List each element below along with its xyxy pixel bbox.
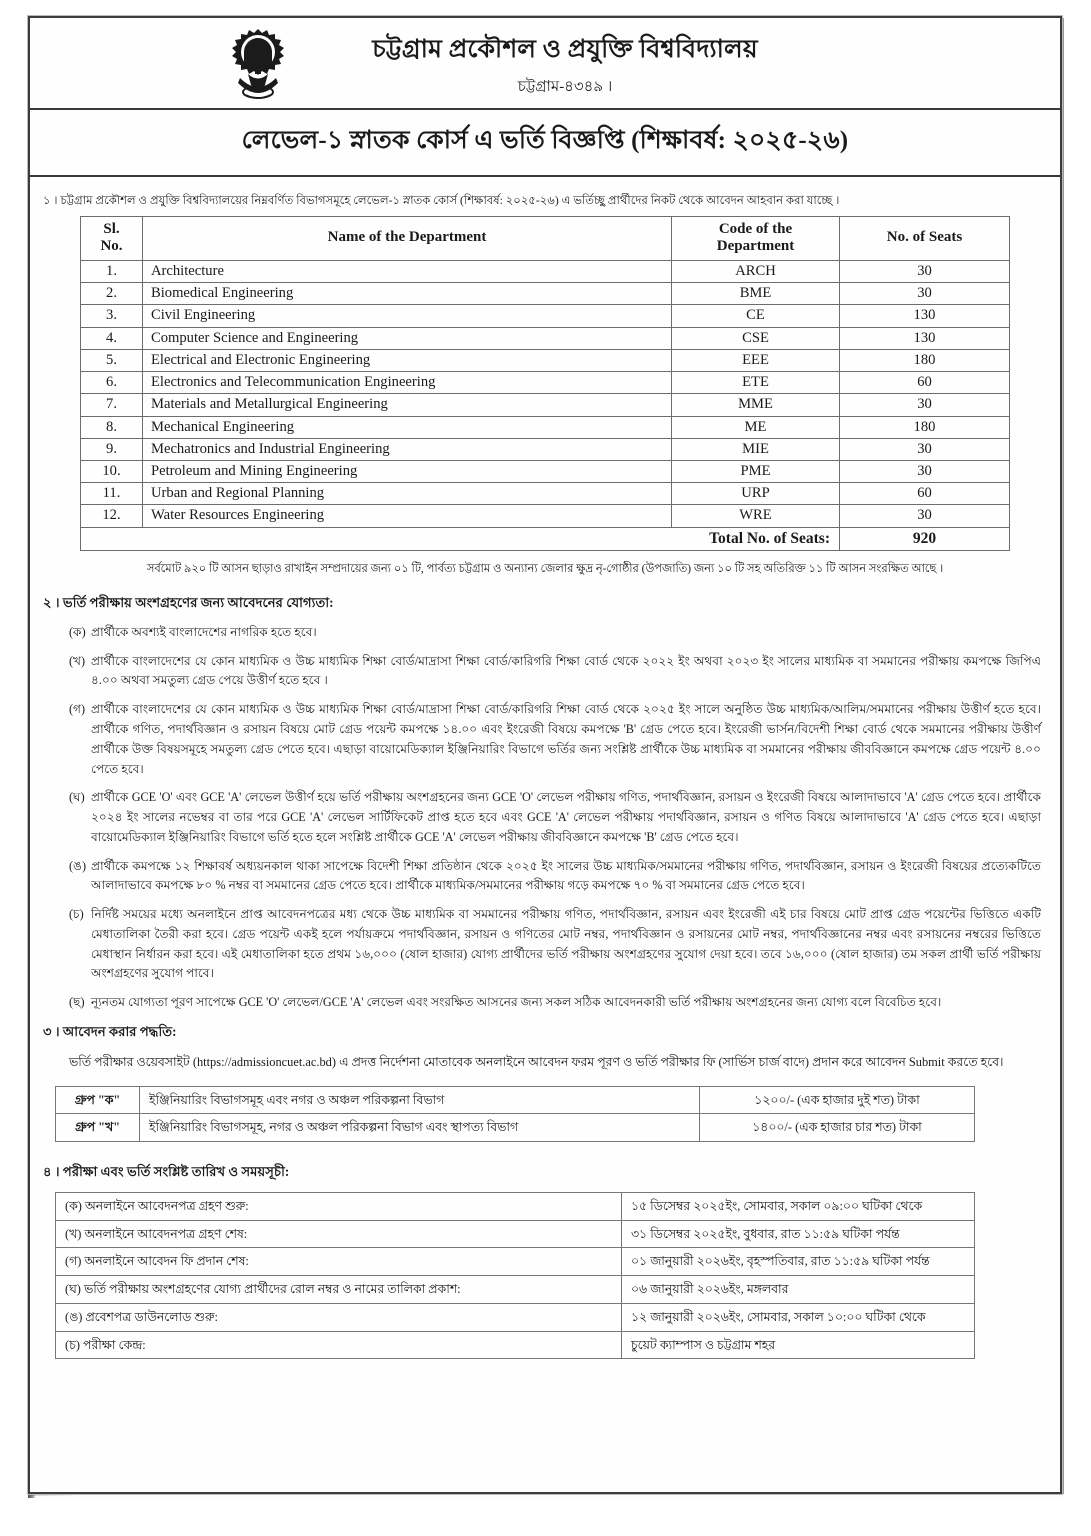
cell-department-name: Mechatronics and Industrial Engineering <box>143 438 672 460</box>
list-item-text: ন্যূনতম যোগ্যতা পূরণ সাপেক্ষে GCE 'O' লেভেল/GCE 'A' লেভেল এবং সংরক্ষিত আসনের জন্য সকল সঠিক আবেদনকারী ভর্তি পরীক্ষায় অংশগ্রহনের জন্য যোগ্য বলে বিবেচিত হবে। <box>91 995 942 1010</box>
cell-sl-no: 12. <box>81 505 143 527</box>
cell-seats: 30 <box>840 505 1010 527</box>
cell-seats: 180 <box>840 416 1010 438</box>
cell-fee-group: গ্রুপ "ক" <box>56 1086 140 1114</box>
table-row <box>81 416 1010 438</box>
cell-sl-no: 7. <box>81 394 143 416</box>
cell-department-code: CE <box>672 305 840 327</box>
notice-document <box>28 16 1062 1494</box>
table-row <box>56 1276 975 1304</box>
cell-fee-amount: ১৪০০/- (এক হাজার চার শত) টাকা <box>700 1114 975 1142</box>
cell-department-name: Electrical and Electronic Engineering <box>143 349 672 371</box>
list-item-marker: (ক) <box>69 624 86 639</box>
cell-department-name: Biomedical Engineering <box>143 283 672 305</box>
cell-fee-description: ইঞ্জিনিয়ারিং বিভাগসমূহ এবং নগর ও অঞ্চল পরিকল্পনা বিভাগ <box>140 1086 700 1114</box>
table-row <box>81 327 1010 349</box>
cell-seats: 60 <box>840 483 1010 505</box>
cell-department-code: ARCH <box>672 261 840 283</box>
table-row <box>81 438 1010 460</box>
cell-seats: 30 <box>840 438 1010 460</box>
cell-sl-no: 3. <box>81 305 143 327</box>
table-row <box>81 505 1010 527</box>
cell-schedule-item: (গ) অনলাইনে আবেদন ফি প্রদান শেষ: <box>56 1248 622 1276</box>
cell-sl-no: 11. <box>81 483 143 505</box>
cell-seats: 30 <box>840 460 1010 482</box>
cuet-crest-logo <box>226 26 290 104</box>
cell-seats: 130 <box>840 327 1010 349</box>
table-row <box>81 483 1010 505</box>
cell-department-name: Urban and Regional Planning <box>143 483 672 505</box>
table-header-row <box>81 216 1010 260</box>
section3-heading: ৩ । আবেদন করার পদ্ধতি: <box>43 1023 177 1039</box>
table-row <box>81 305 1010 327</box>
cell-sl-no: 1. <box>81 261 143 283</box>
cell-sl-no: 4. <box>81 327 143 349</box>
university-address: চট্টগ্রাম-৪৩৪৯ । <box>517 79 613 96</box>
list-item <box>43 993 1047 1013</box>
cell-schedule-datetime: চুয়েট ক্যাম্পাস ও চট্টগ্রাম শহর <box>622 1331 975 1359</box>
list-item-marker: (ছ) <box>69 995 85 1010</box>
university-name: চট্টগ্রাম প্রকৌশল ও প্রযুক্তি বিশ্ববিদ্যালয় <box>372 36 758 63</box>
list-item-text: প্রার্থীকে বাংলাদেশের যে কোন মাধ্যমিক ও উচ্চ মাধ্যমিক শিক্ষা বোর্ড/মাদ্রাসা শিক্ষা বোর্ড/কারিগরি শিক্ষা বোর্ড থেকে ২০২৫ ইং সালে অনুষ্ঠিত উচ্চ মাধ্যমিক/আলিম/সমমানের পরীক্ষায় উত্তীর্ণ হতে হবে। প্রার্থীকে গণিত, পদার্থবিজ্ঞান ও রসায়ন বিষয়ে মোট গ্রেড পয়েন্ট কমপক্ষে ১৪.০০ এবং ইংরেজী বিষয়ে কমপক্ষে 'B' গ্রেড পেতে হবে। ইংরেজী ভার্সন/বিদেশী শিক্ষা বোর্ড থেকে সমমানের পরীক্ষায় উত্তীর্ণ প্রার্থীকে উক্ত বিষয়সমূহে সমতুল্য গ্রেড পেতে হবে। এছাড়া বায়োমেডিক্যাল ইঞ্জিনিয়ারিং বিভাগে ভর্তির জন্য সংশ্লিষ্ট প্রার্থীকে উচ্চ মাধ্যমিক বা সমমানের পরীক্ষায় জীববিজ্ঞানে কমপক্ষে গ্রেড পয়েন্ট ৪.০০ পেতে হবে। <box>91 702 1041 776</box>
col-no-of-seats: No. of Seats <box>840 216 1010 260</box>
cell-department-code: EEE <box>672 349 840 371</box>
list-item-text: প্রার্থীকে GCE 'O' এবং GCE 'A' লেভেল উত্তীর্ণ হয়ে ভর্তি পরীক্ষায় অংশগ্রহনের জন্য GCE 'O' লেভেল পরীক্ষায় গণিত, পদার্থবিজ্ঞান, রসায়ন ও ইংরেজী বিষয়ে আলাদাভাবে 'A' গ্রেড পেতে হবে। প্রার্থীকে ২০২৪ ইং সালের নভেম্বর বা তার পরে GCE 'A' লেভেল সার্টিফিকেট প্রাপ্ত হতে হবে এবং GCE 'A' লেভেল পরীক্ষায় পদার্থবিজ্ঞান, রসায়ন ও গণিত বিষয়ে আলাদাভাবে 'A' গ্রেড পেতে হবে। এছাড়া বায়োমেডিক্যাল ইঞ্জিনিয়ারিং বিভাগে ভর্তি হতে হলে সংশ্লিষ্ট প্রার্থীকে GCE 'A' লেভেল পরীক্ষায় জীববিজ্ঞানে কমপক্ষে 'B' গ্রেড পেতে হবে। <box>91 790 1041 844</box>
table-row <box>81 283 1010 305</box>
cell-department-code: ETE <box>672 372 840 394</box>
cell-department-code: WRE <box>672 505 840 527</box>
col-department-name: Name of the Department <box>143 216 672 260</box>
table-row <box>56 1248 975 1276</box>
cell-department-code: CSE <box>672 327 840 349</box>
page-title: লেভেল-১ স্নাতক কোর্স এ ভর্তি বিজ্ঞপ্তি (শিক্ষাবর্ষ: ২০২৫-২৬) <box>241 127 849 155</box>
list-item-text: প্রার্থীকে অবশ্যই বাংলাদেশের নাগরিক হতে হবে। <box>91 624 317 639</box>
cell-fee-description: ইঞ্জিনিয়ারিং বিভাগসমূহ, নগর ও অঞ্চল পরিকল্পনা বিভাগ এবং স্থাপত্য বিভাগ <box>140 1114 700 1142</box>
exam-schedule-table <box>55 1192 975 1359</box>
cell-schedule-datetime: ১৫ ডিসেম্বর ২০২৫ইং, সোমবার, সকাল ০৯:০০ ঘটিকা থেকে <box>622 1193 975 1221</box>
table-row <box>81 460 1010 482</box>
cell-sl-no: 9. <box>81 438 143 460</box>
cell-schedule-datetime: ০১ জানুয়ারী ২০২৬ইং, বৃহস্পতিবার, রাত ১১:৫৯ ঘটিকা পর্যন্ত <box>622 1248 975 1276</box>
table-row <box>81 394 1010 416</box>
cell-seats: 60 <box>840 372 1010 394</box>
cell-department-name: Architecture <box>143 261 672 283</box>
section4-heading: ৪ । পরীক্ষা এবং ভর্তি সংশ্লিষ্ট তারিখ ও সময়সূচী: <box>43 1164 290 1179</box>
cell-department-code: ME <box>672 416 840 438</box>
eligibility-list <box>43 623 1047 1013</box>
table-row <box>56 1220 975 1248</box>
list-item <box>43 905 1047 984</box>
cell-schedule-item: (চ) পরীক্ষা কেন্দ্র: <box>56 1331 622 1359</box>
cell-department-code: PME <box>672 460 840 482</box>
list-item <box>43 788 1047 847</box>
cell-seats: 30 <box>840 394 1010 416</box>
list-item-marker: (গ) <box>69 702 86 717</box>
cell-schedule-item: (ক) অনলাইনে আবেদনপত্র গ্রহণ শুরু: <box>56 1193 622 1221</box>
table-row <box>56 1114 975 1142</box>
list-item <box>43 652 1047 692</box>
cell-schedule-item: (ঙ) প্রবেশপত্র ডাউনলোড শুরু: <box>56 1303 622 1331</box>
list-item-marker: (খ) <box>69 653 86 668</box>
cell-sl-no: 8. <box>81 416 143 438</box>
table-row <box>81 349 1010 371</box>
col-department-code: Code of the Department <box>672 216 840 260</box>
list-item-text: নির্দিষ্ট সময়ের মধ্যে অনলাইনে প্রাপ্ত আবেদনপত্রের মধ্য থেকে উচ্চ মাধ্যমিক বা সমমানের পরীক্ষায় গণিত, পদার্থবিজ্ঞান, রসায়ন এবং ইংরেজী এই চার বিষয়ে মোট প্রাপ্ত গ্রেড পয়েন্টের ভিত্তিতে একটি মেধাতালিকা তৈরী করা হবে। গ্রেড পয়েন্ট একই হলে পর্যায়ক্রমে পদার্থবিজ্ঞান, রসায়ন ও গণিতের মোট নম্বর, পদার্থবিজ্ঞান ও রসায়নের মোট নম্বর, পদার্থবিজ্ঞানের নম্বর এবং রসায়নের নম্বরের ভিত্তিতে মেধাস্থান নির্ধারন করা হবে। এই মেধাতালিকা হতে প্রথম ১৬,০০০ (ষোল হাজার) যোগ্য প্রার্থীদের ভর্তি পরীক্ষায় অংশগ্রহণের সুযোগ দেয়া হবে। তবে ১৬,০০০ (ষোল হাজার) তম সকল প্রার্থী ভর্তি পরীক্ষায় অংশগ্রহণের সুযোগ পাবে। <box>91 907 1041 981</box>
list-item-marker: (ঙ) <box>69 858 87 873</box>
list-item-marker: (ঘ) <box>69 790 85 805</box>
document-header <box>30 18 1060 110</box>
cell-department-name: Water Resources Engineering <box>143 505 672 527</box>
section2-heading: ২ । ভর্তি পরীক্ষায় অংশগ্রহণের জন্য আবেদনের যোগ্যতা: <box>43 594 334 610</box>
table-total-row <box>81 527 1010 550</box>
application-method-text: ভর্তি পরীক্ষার ওয়েবসাইট (https://admissioncuet.ac.bd) এ প্রদত্ত নির্দেশনা মোতাবেক অনলাইনে আবেদন ফরম পূরণ ও ভর্তি পরীক্ষার ফি (সার্ভিস চার্জ বাদে) প্রদান করে আবেদন Submit করতে হবে। <box>69 1054 1004 1069</box>
cell-schedule-datetime: ৩১ ডিসেম্বর ২০২৫ইং, বুধবার, রাত ১১:৫৯ ঘটিকা পর্যন্ত <box>622 1220 975 1248</box>
list-item <box>43 857 1047 897</box>
cell-sl-no: 5. <box>81 349 143 371</box>
cell-department-code: MME <box>672 394 840 416</box>
cell-seats: 30 <box>840 283 1010 305</box>
title-band <box>30 110 1060 177</box>
cell-department-name: Civil Engineering <box>143 305 672 327</box>
col-sl-no: Sl. No. <box>81 216 143 260</box>
list-item <box>43 623 1047 643</box>
cell-sl-no: 6. <box>81 372 143 394</box>
list-item-marker: (চ) <box>69 907 84 922</box>
table-row <box>56 1303 975 1331</box>
total-seats-value: 920 <box>840 527 1010 550</box>
table-row <box>81 372 1010 394</box>
cell-department-code: MIE <box>672 438 840 460</box>
cell-department-name: Materials and Metallurgical Engineering <box>143 394 672 416</box>
cell-sl-no: 2. <box>81 283 143 305</box>
table-row <box>56 1086 975 1114</box>
table-row <box>56 1193 975 1221</box>
list-item-text: প্রার্থীকে কমপক্ষে ১২ শিক্ষাবর্ষ অধ্যয়নকাল থাকা সাপেক্ষে বিদেশী শিক্ষা প্রতিষ্ঠান থেকে ২০২৫ ইং সালের উচ্চ মাধ্যমিক/সমমানের পরীক্ষায় গণিত, পদার্থবিজ্ঞান, রসায়ন ও ইংরেজী বিষয়ের প্রত্যেকটিতে আলাদাভাবে কমপক্ষে ৮০ % নম্বর বা সমমানের গ্রেড পেতে হবে। প্রার্থীকে মাধ্যমিক/সমমানের পরীক্ষায় গড়ে কমপক্ষে ৭০ % বা সমমানের গ্রেড পেতে হবে। <box>91 858 1041 893</box>
cell-department-name: Computer Science and Engineering <box>143 327 672 349</box>
application-fee-table <box>55 1086 975 1142</box>
cell-department-name: Electronics and Telecommunication Engineering <box>143 372 672 394</box>
cell-fee-group: গ্রুপ "খ" <box>56 1114 140 1142</box>
table-row <box>81 261 1010 283</box>
cell-schedule-item: (খ) অনলাইনে আবেদনপত্র গ্রহণ শেষ: <box>56 1220 622 1248</box>
total-seats-label: Total No. of Seats: <box>81 527 840 550</box>
cell-fee-amount: ১২০০/- (এক হাজার দুই শত) টাকা <box>700 1086 975 1114</box>
cell-seats: 130 <box>840 305 1010 327</box>
department-seat-table <box>80 216 1010 551</box>
reserved-seat-note: সর্বমোট ৯২০ টি আসন ছাড়াও রাখাইন সম্প্রদায়ের জন্য ০১ টি, পার্বত্য চট্টগ্রাম ও অন্যান্য জেলার ক্ষুদ্র নৃ-গোষ্ঠীর (উপজাতি) জন্য ১০ টি সহ অতিরিক্ত ১১ টি আসন সংরক্ষিত আছে । <box>146 562 944 575</box>
cell-schedule-datetime: ১২ জানুয়ারী ২০২৬ইং, সোমবার, সকাল ১০:০০ ঘটিকা থেকে <box>622 1303 975 1331</box>
list-item-text: প্রার্থীকে বাংলাদেশের যে কোন মাধ্যমিক ও উচ্চ মাধ্যমিক শিক্ষা বোর্ড/মাদ্রাসা শিক্ষা বোর্ড/কারিগরি শিক্ষা বোর্ড থেকে ২০২২ ইং অথবা ২০২৩ ইং সালের মাধ্যমিক বা সমমানের পরীক্ষায় কমপক্ষে জিপিএ ৪.০০ অথবা সমতুল্য গ্রেড পেয়ে উত্তীর্ণ হতে হবে । <box>91 653 1041 688</box>
cell-department-name: Petroleum and Mining Engineering <box>143 460 672 482</box>
intro-paragraph: ১ । চট্টগ্রাম প্রকৌশল ও প্রযুক্তি বিশ্ববিদ্যালয়ের নিম্নবর্ণিত বিভাগসমূহে লেভেল-১ স্নাতক কোর্স (শিক্ষাবর্ষ: ২০২৫-২৬) এ ভর্তিচ্ছু প্রার্থীদের নিকট থেকে আবেদন আহবান করা যাচ্ছে । <box>43 194 840 208</box>
cell-schedule-item: (ঘ) ভর্তি পরীক্ষায় অংশগ্রহণের যোগ্য প্রার্থীদের রোল নম্বর ও নামের তালিকা প্রকাশ: <box>56 1276 622 1304</box>
table-row <box>56 1331 975 1359</box>
list-item <box>43 700 1047 779</box>
cell-schedule-datetime: ০৬ জানুয়ারী ২০২৬ইং, মঙ্গলবার <box>622 1276 975 1304</box>
cell-sl-no: 10. <box>81 460 143 482</box>
cell-seats: 180 <box>840 349 1010 371</box>
cell-seats: 30 <box>840 261 1010 283</box>
cell-department-code: BME <box>672 283 840 305</box>
cell-department-code: URP <box>672 483 840 505</box>
cell-department-name: Mechanical Engineering <box>143 416 672 438</box>
